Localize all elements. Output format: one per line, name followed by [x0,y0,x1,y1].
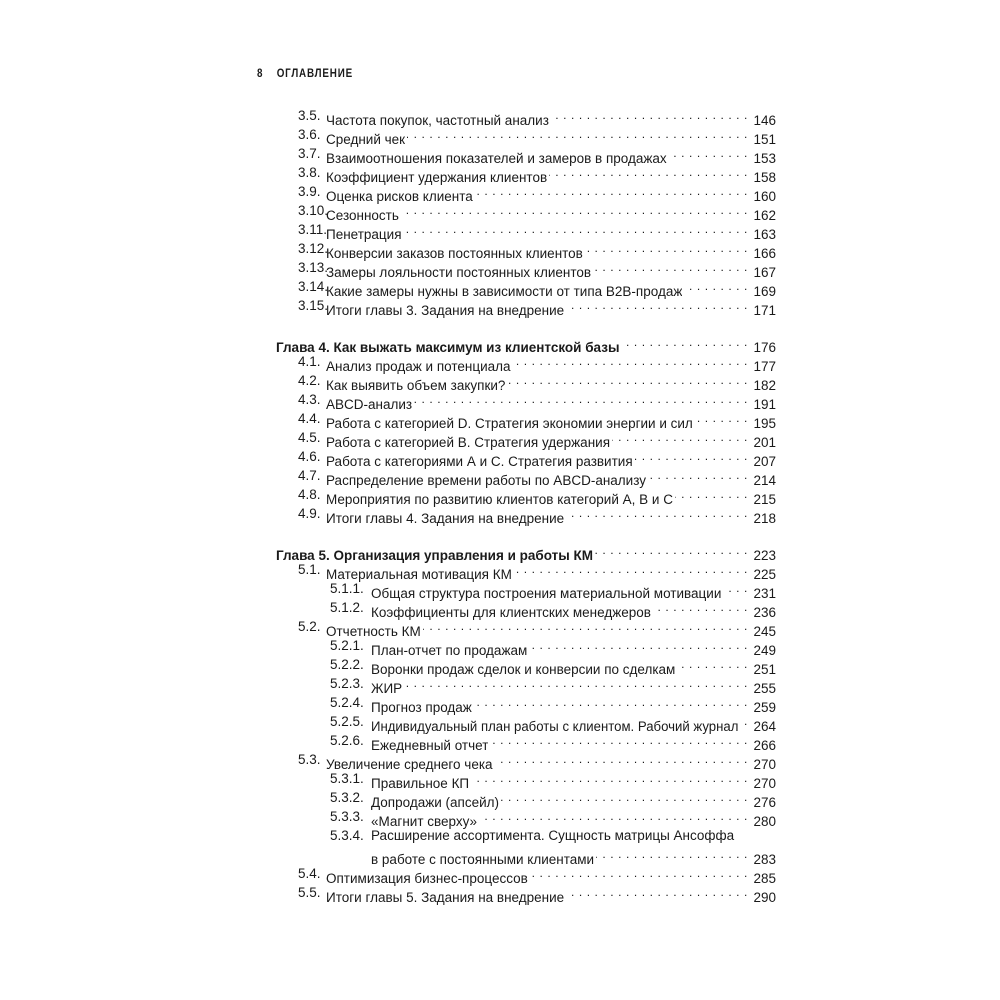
dot-leader [740,712,748,731]
toc-entry-title: Частота покупок, частотный анализ [326,113,549,128]
toc-entry-title: Допродажи (апсейл) [371,795,500,810]
dot-leader [514,560,748,579]
toc-entry-title: ABCD-анализ [326,397,413,412]
dot-leader [648,466,748,485]
toc-entry-number: 3.5. [298,108,321,123]
dot-leader [474,693,748,712]
toc-entry-title: Индивидуальный план работы с клиентом. Рабочий журнал [371,719,739,734]
toc-entry-page: 151 [753,132,776,147]
toc-entry-title: Коэффициент удержания клиентов [326,170,548,185]
dot-leader [513,352,749,371]
toc-entry-title: Материальная мотивация КМ [326,567,512,582]
running-title: ОГЛАВЛЕНИЕ [276,66,353,80]
dot-leader [490,731,748,750]
toc-entry[interactable] [298,258,776,280]
dot-leader [479,807,748,826]
toc-entry-title: ЖИР [371,681,403,696]
dot-leader [677,655,748,674]
toc-entry-page: 167 [753,265,776,280]
dot-leader [501,788,748,807]
toc-entry-number: 3.10. [298,203,329,218]
toc-entry[interactable] [298,277,776,299]
toc-entry-page: 195 [753,416,776,431]
toc-entry-page: 215 [753,492,776,507]
toc-entry-page: 264 [753,719,776,734]
toc-entry-number: 5.1.1. [330,581,364,596]
toc-entry[interactable] [298,182,776,204]
toc-entry-page: 146 [753,113,776,128]
toc-entry-title: Прогноз продаж [371,700,472,715]
toc-entry-number: 4.9. [298,506,321,521]
toc-entry[interactable] [298,371,776,393]
dot-leader [595,541,748,560]
toc-entry-title: План-отчет по продажам [371,643,528,658]
dot-leader [549,163,748,182]
toc-entry[interactable] [371,845,776,867]
toc-entry-number: 5.4. [298,866,321,881]
toc-entry[interactable] [330,674,776,696]
toc-entry-title: Работа с категорией D. Стратегия экономии энергии и сил [326,416,693,431]
toc-entry-page: 182 [753,378,776,393]
toc-entry-number: 3.11. [298,222,328,237]
toc-entry[interactable] [330,788,776,810]
toc-entry-number: 4.5. [298,430,321,445]
toc-entry[interactable] [298,560,776,582]
toc-entry-number: 5.5. [298,885,321,900]
toc-entry-page: 177 [753,359,776,374]
toc-entry-page: 214 [753,473,776,488]
toc-entry-number: 5.2.6. [330,733,364,748]
dot-leader [585,239,748,258]
dot-leader [551,106,748,125]
toc-entry-title: Какие замеры нужны в зависимости от типа B2B-продаж [326,284,683,299]
toc-entry-page: 255 [753,681,776,696]
toc-entry-number: 5.2.2. [330,657,364,672]
toc-entry-page: 158 [753,170,776,185]
dot-leader [653,598,748,617]
toc-entry-page: 231 [753,586,776,601]
toc-entry-page: 251 [753,662,776,677]
dot-leader [566,883,748,902]
dot-leader [471,769,748,788]
toc-entry-title: Работа с категорией B. Стратегия удержания [326,435,611,450]
toc-chapter-entry[interactable] [276,333,776,355]
toc-entry[interactable] [298,409,776,431]
toc-entry-page: 163 [753,227,776,242]
toc-entry[interactable] [298,220,776,242]
dot-leader [475,182,748,201]
toc-entry[interactable] [330,712,776,734]
toc-entry[interactable] [330,655,776,677]
toc-entry[interactable] [298,485,776,507]
toc-entry-page: 285 [753,871,776,886]
toc-entry-number: 4.6. [298,449,321,464]
toc-entry[interactable] [298,239,776,261]
dot-leader [566,504,748,523]
toc-entry[interactable] [330,769,776,791]
toc-entry-page: 223 [753,548,776,563]
dot-leader [695,409,748,428]
toc-entry-page: 290 [753,890,776,905]
toc-entry-number: 4.1. [298,354,321,369]
toc-entry-title: Взаимоотношения показателей и замеров в продажах [326,151,667,166]
toc-entry[interactable] [298,447,776,469]
toc-entry[interactable] [298,617,776,639]
dot-leader [635,447,748,466]
toc-entry-number: 3.13. [298,260,329,275]
toc-entry-title: Итоги главы 3. Задания на внедрение [326,303,565,318]
toc-entry[interactable] [298,750,776,772]
toc-entry-title: «Магнит сверху» [371,814,478,829]
dot-leader [404,674,748,693]
toc-entry[interactable] [298,504,776,526]
toc-entry-page: 176 [753,340,776,355]
toc-entry-page: 201 [753,435,776,450]
dot-leader [612,428,748,447]
toc-entry-number: 5.1.2. [330,600,364,615]
toc-entry-page: 171 [753,303,776,318]
dot-leader [529,636,748,655]
toc-entry[interactable] [298,883,776,905]
toc-entry[interactable] [330,731,776,753]
toc-entry-page: 236 [753,605,776,620]
toc-entry-title: Ежедневный отчет [371,738,489,753]
toc-entry-title: Увеличение среднего чека [326,757,493,772]
toc-entry-number: 5.3.1. [330,771,364,786]
toc-entry[interactable] [330,579,776,601]
toc-entry-page: 245 [753,624,776,639]
toc-entry[interactable] [298,466,776,488]
toc-entry-page: 162 [753,208,776,223]
toc-entry-page: 276 [753,795,776,810]
toc-entry-title: Конверсии заказов постоянных клиентов [326,246,583,261]
toc-entry[interactable] [330,693,776,715]
toc-entry[interactable] [298,106,776,128]
dot-leader [507,371,748,390]
dot-leader [723,579,748,598]
toc-entry-number: 4.3. [298,392,321,407]
toc-entry-page: 166 [753,246,776,261]
toc-entry-page: 160 [753,189,776,204]
toc-entry[interactable] [298,296,776,318]
toc-entry[interactable] [298,201,776,223]
toc-entry-title-continued: в работе с постоянными клиентами [371,852,595,867]
toc-entry-title: Сезонность [326,208,399,223]
toc-entry[interactable] [298,144,776,166]
toc-entry-number: 3.9. [298,184,321,199]
toc-entry-title: Анализ продаж и потенциала [326,359,511,374]
toc-entry[interactable] [330,807,776,829]
toc-entry-title: Коэффициенты для клиентских менеджеров [371,605,651,620]
toc-entry-number: 5.2.5. [330,714,364,729]
dot-leader [414,390,748,409]
toc-entry-number: 3.12. [298,241,329,256]
toc-entry-title: Воронки продаж сделок и конверсии по сделкам [371,662,676,677]
toc-entry-page: 218 [753,511,776,526]
toc-entry-title: Как выявить объем закупки? [326,378,506,393]
toc-entry-title: Средний чек [326,132,406,147]
dot-leader [423,617,748,636]
dot-leader [530,864,748,883]
toc-entry-page: 280 [753,814,776,829]
dot-leader [566,296,748,315]
toc-entry-number: 4.2. [298,373,321,388]
chapter-title: Глава 5. Организация управления и работы КМ [276,548,594,563]
toc-entry[interactable] [298,125,776,147]
toc-entry-page: 169 [753,284,776,299]
toc-entry-title: Отчетность КМ [326,624,421,639]
toc-entry-number: 5.2. [298,619,321,634]
toc-entry-number: 3.15. [298,298,329,313]
toc-entry-page: 249 [753,643,776,658]
toc-entry-page: 270 [753,757,776,772]
toc-entry-title: Работа с категориями А и С. Стратегия развития [326,454,633,469]
toc-entry-title: Оптимизация бизнес-процессов [326,871,528,886]
dot-leader [684,277,748,296]
toc-entry-page: 191 [753,397,776,412]
toc-entry-number: 5.3. [298,752,321,767]
dot-leader [593,258,748,277]
toc-entry[interactable] [298,428,776,450]
toc-entry-number: 3.8. [298,165,321,180]
toc-entry[interactable] [330,636,776,658]
chapter-title: Глава 4. Как выжать максимум из клиентской базы [276,340,620,355]
toc-entry[interactable] [330,598,776,620]
toc-entry-page: 270 [753,776,776,791]
toc-entry-number: 4.4. [298,411,321,426]
toc-entry-number: 3.14. [298,279,329,294]
toc-entry[interactable] [298,352,776,374]
toc-entry-page: 259 [753,700,776,715]
toc-entry-page: 207 [753,454,776,469]
toc-entry-title: Общая структура построения материальной мотивации [371,586,722,601]
toc-entry-number: 5.2.3. [330,676,364,691]
toc-entry-number: 5.3.2. [330,790,364,805]
dot-leader [407,125,748,144]
toc-entry-number: 5.3.3. [330,809,364,824]
toc-entry-number: 5.1. [298,562,321,577]
toc-entry-page: 225 [753,567,776,582]
dot-leader [675,485,748,504]
toc-entry-page: 283 [753,852,776,867]
toc-entry-page: 153 [753,151,776,166]
toc-entry-title: Пенетрация [326,227,402,242]
toc-entry-title: Правильное КП [371,776,470,791]
toc-entry[interactable] [298,390,776,412]
toc-entry-page: 266 [753,738,776,753]
toc-entry-title: Мероприятия по развитию клиентов категорий А, В и С [326,492,673,507]
toc-entry[interactable] [298,864,776,886]
dot-leader [669,144,748,163]
page-number: 8 [257,66,264,80]
toc-entry-number: 5.2.4. [330,695,364,710]
toc-entry-title: Итоги главы 4. Задания на внедрение [326,511,565,526]
dot-leader [401,201,748,220]
dot-leader [404,220,748,239]
toc-entry-title: Распределение времени работы по ABCD-анализу [326,473,646,488]
toc-entry-number: 4.8. [298,487,321,502]
toc-entry-title: Оценка рисков клиента [326,189,473,204]
toc-entry[interactable] [298,163,776,185]
toc-entry-title: Расширение ассортимента. Сущность матрицы Ансоффа [371,828,735,843]
dot-leader [596,845,748,864]
toc-entry-number: 5.2.1. [330,638,364,653]
toc-entry-number: 3.7. [298,146,321,161]
toc-entry-number: 5.3.4. [330,828,364,843]
dot-leader [621,333,748,352]
toc-entry-number: 4.7. [298,468,321,483]
toc-entry-number: 3.6. [298,127,321,142]
toc-chapter-entry[interactable] [276,541,776,563]
toc-entry-title: Итоги главы 5. Задания на внедрение [326,890,565,905]
toc-entry-title: Замеры лояльности постоянных клиентов [326,265,592,280]
dot-leader [495,750,748,769]
